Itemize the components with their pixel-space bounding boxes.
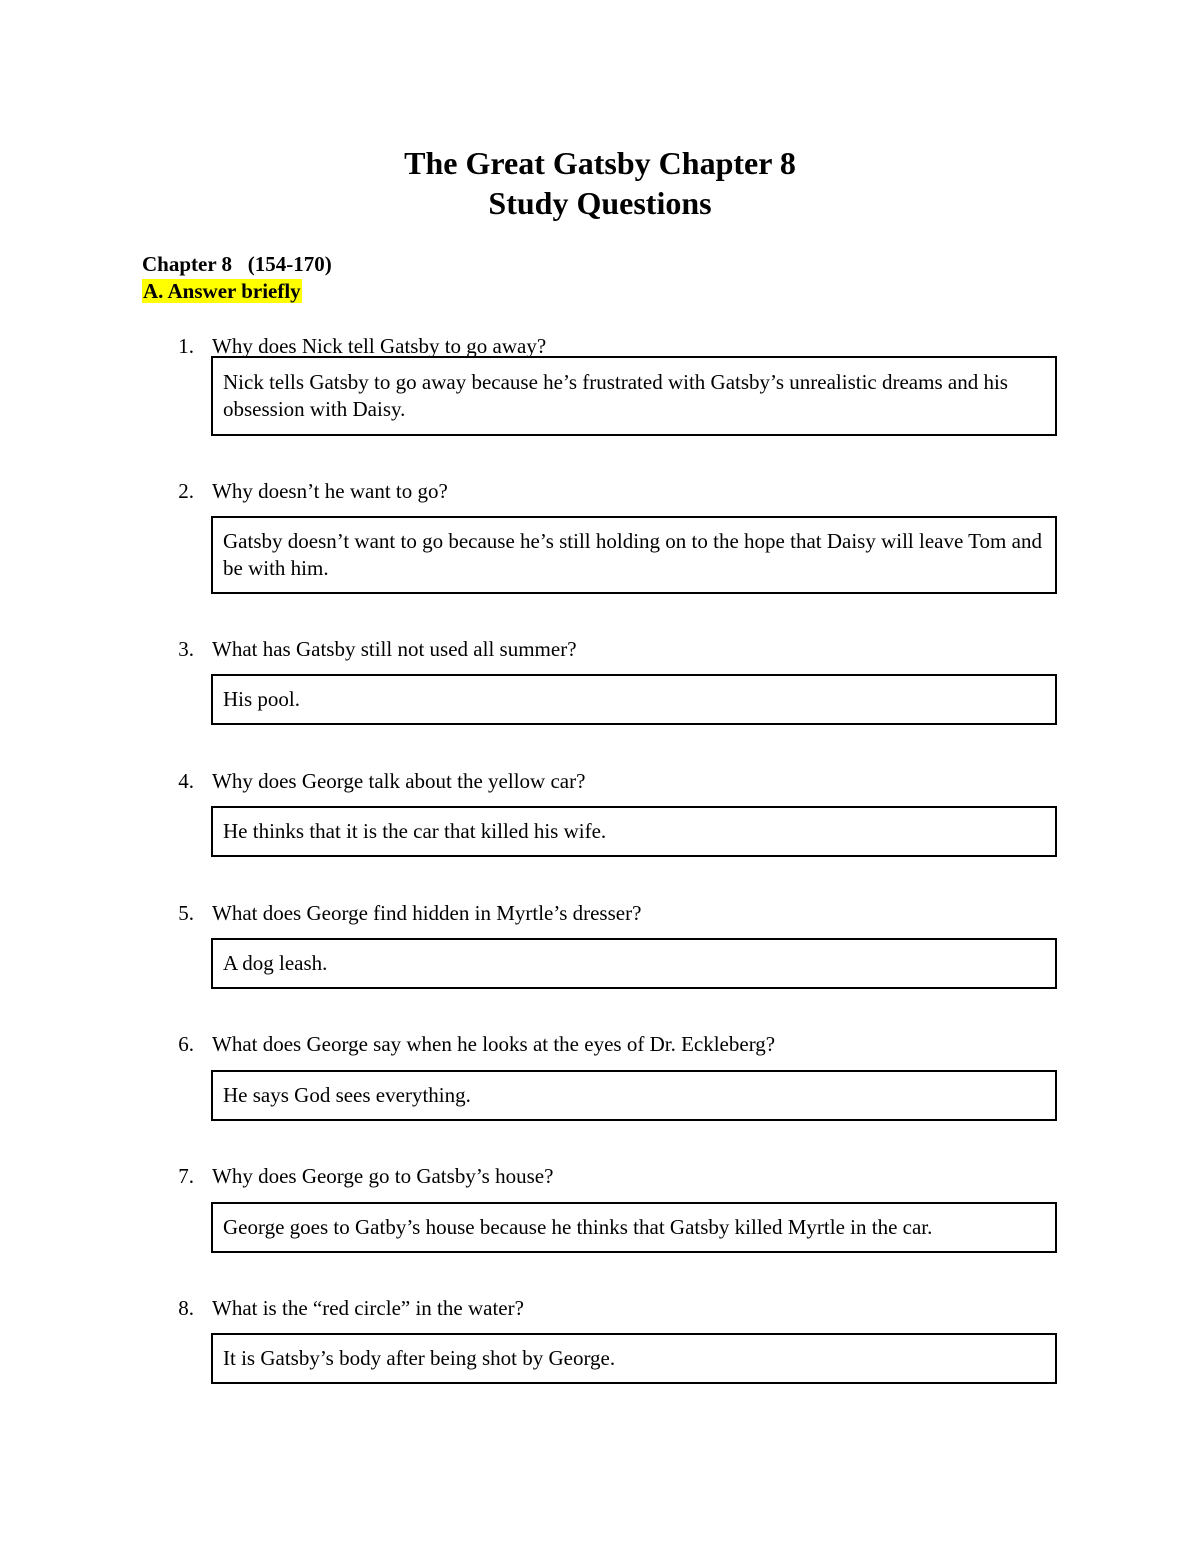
- question-text: What does George find hidden in Myrtle’s dresser?: [212, 901, 642, 925]
- question-number: 6.: [178, 1032, 194, 1056]
- answer-box[interactable]: Gatsby doesn’t want to go because he’s still holding on to the hope that Daisy will leave Tom and be with him.: [211, 516, 1057, 594]
- question-number: 8.: [178, 1296, 194, 1320]
- question-number: 1.: [178, 334, 194, 358]
- question-number: 5.: [178, 901, 194, 925]
- question-text: Why does George go to Gatsby’s house?: [212, 1164, 554, 1188]
- answer-box[interactable]: Nick tells Gatsby to go away because he’s frustrated with Gatsby’s unrealistic dreams and his obsession with Daisy.: [211, 356, 1057, 436]
- page-title: The Great Gatsby Chapter 8: [404, 145, 796, 181]
- answer-box[interactable]: He thinks that it is the car that killed his wife.: [211, 806, 1057, 857]
- question-number: 4.: [178, 769, 194, 793]
- question-text: Why does George talk about the yellow car?: [212, 769, 586, 793]
- question-text: What has Gatsby still not used all summer?: [212, 637, 577, 661]
- question-text: What is the “red circle” in the water?: [212, 1296, 524, 1320]
- question-text: Why does Nick tell Gatsby to go away?: [212, 334, 547, 358]
- question-number: 7.: [178, 1164, 194, 1188]
- answer-box[interactable]: It is Gatsby’s body after being shot by George.: [211, 1333, 1057, 1384]
- question-text: What does George say when he looks at the eyes of Dr. Eckleberg?: [212, 1032, 776, 1056]
- answer-box[interactable]: George goes to Gatby’s house because he thinks that Gatsby killed Myrtle in the car.: [211, 1202, 1057, 1253]
- section-label: A. Answer briefly: [143, 279, 301, 303]
- page-subtitle: Study Questions: [488, 185, 712, 221]
- answer-box[interactable]: His pool.: [211, 674, 1057, 725]
- answer-box[interactable]: A dog leash.: [211, 938, 1057, 989]
- chapter-label: Chapter 8 (154-170): [142, 252, 332, 276]
- question-number: 2.: [178, 479, 194, 503]
- answer-box[interactable]: He says God sees everything.: [211, 1070, 1057, 1121]
- question-number: 3.: [178, 637, 194, 661]
- question-text: Why doesn’t he want to go?: [212, 479, 448, 503]
